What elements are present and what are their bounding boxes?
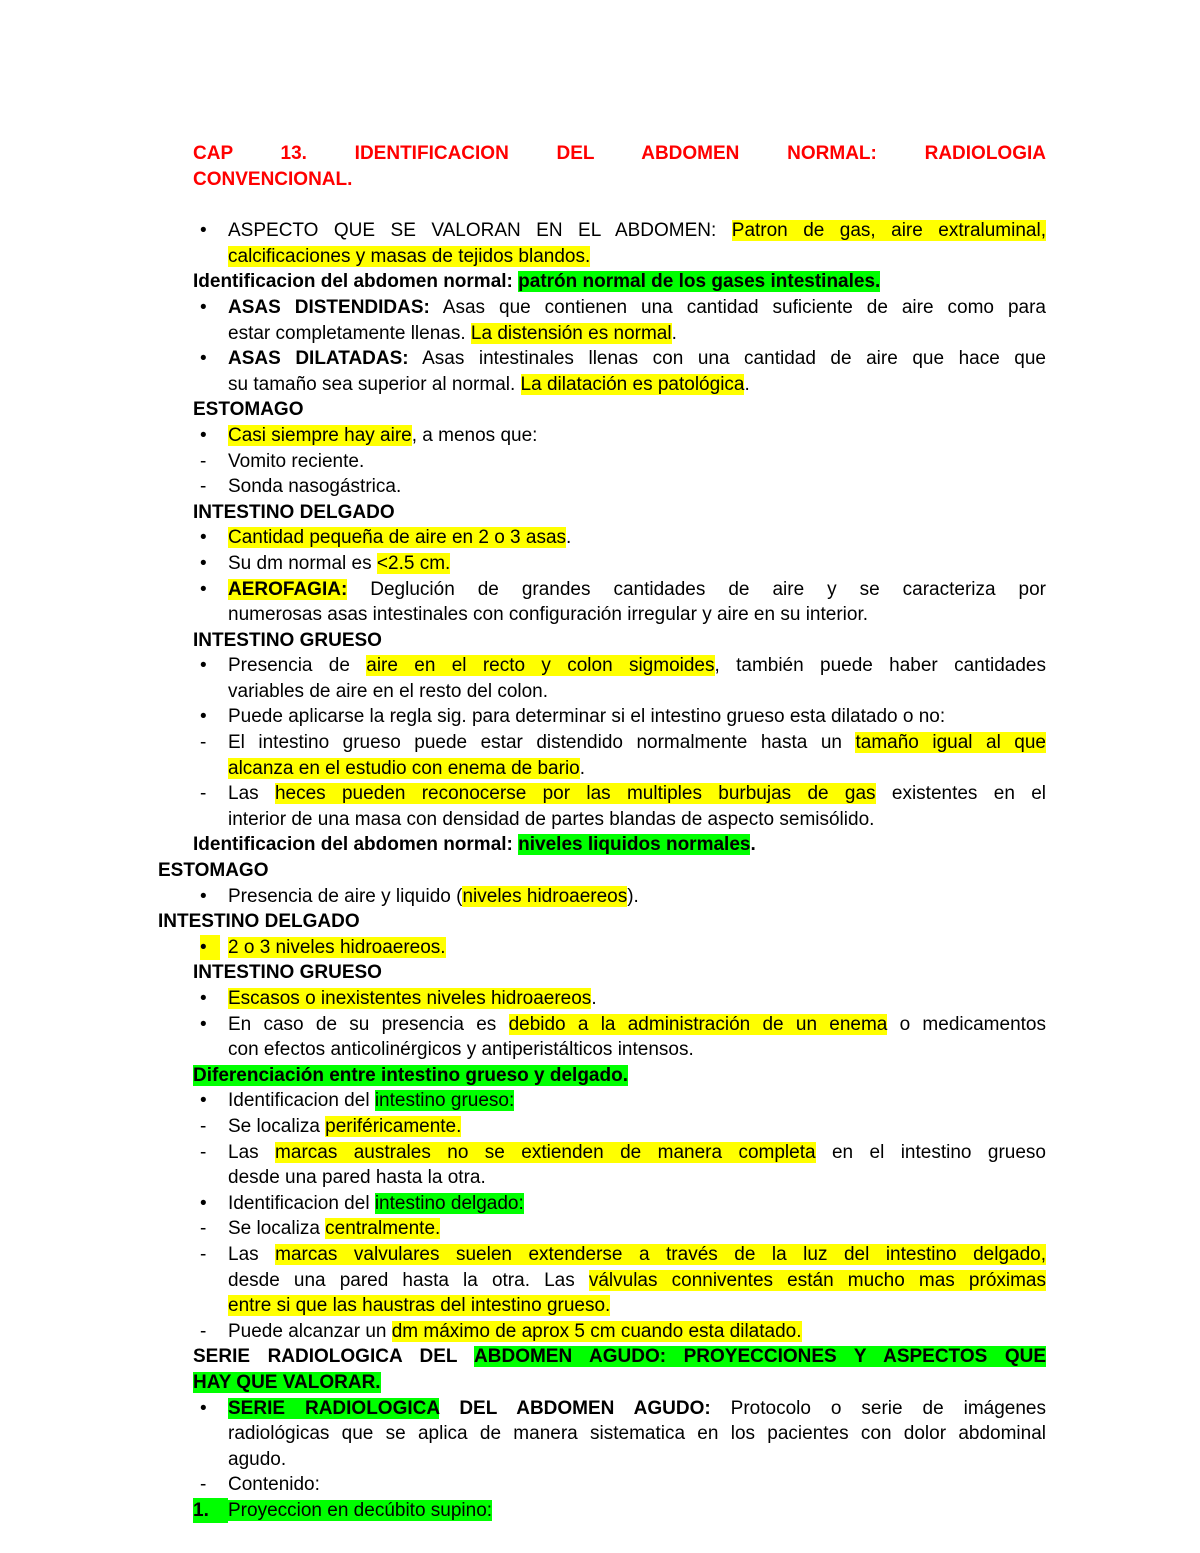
bullet-item-cont: calcificaciones y masas de tejidos blandos. — [228, 245, 591, 267]
spacer — [193, 192, 1046, 218]
dash-item: - Las marcas australes no se extienden de manera completa en el intestino grueso — [193, 1140, 1046, 1166]
dash-item: - Contenido: — [193, 1472, 1046, 1498]
subheading-estomago: ESTOMAGO — [193, 399, 304, 421]
bullet-icon: • — [200, 220, 207, 242]
document-body — [158, 141, 1047, 1523]
list-number: 1. — [193, 1498, 228, 1524]
bullet-icon: • — [200, 935, 220, 961]
bullet-item-cont: estar completamente llenas. La distensión es normal. — [228, 322, 677, 344]
bullet-item: • Puede aplicarse la regla sig. para determinar si el intestino grueso esta dilatado o no: — [193, 704, 1046, 730]
bullet-icon: • — [200, 706, 207, 728]
dash-item-cont: desde una pared hasta la otra. Las válvulas conniventes están mucho mas próximas — [228, 1269, 1047, 1291]
bullet-item: • Escasos o inexistentes niveles hidroaereos. — [193, 986, 1046, 1012]
bullet-item-cont: radiológicas que se aplica de manera sistematica en los pacientes con dolor abdominal — [228, 1423, 1046, 1445]
bullet-item: • Casi siempre hay aire, a menos que: — [193, 423, 1046, 449]
bullet-icon: • — [200, 885, 207, 907]
dash-icon: - — [200, 732, 207, 754]
dash-item: - Puede alcanzar un dm máximo de aprox 5 cm cuando esta dilatado. — [193, 1319, 1046, 1345]
section-heading: Identificacion del abdomen normal: niveles liquidos normales. — [193, 834, 756, 856]
bullet-item: • SERIE RADIOLOGICA DEL ABDOMEN AGUDO: Protocolo o serie de imágenes — [193, 1396, 1046, 1422]
subheading-estomago: ESTOMAGO — [158, 860, 269, 882]
bullet-item: • En caso de su presencia es debido a la administración de un enema o medicamentos — [193, 1012, 1046, 1038]
bullet-item: • 2 o 3 niveles hidroaereos. — [193, 935, 1046, 961]
dash-icon: - — [200, 476, 207, 498]
bullet-icon: • — [200, 552, 207, 574]
subheading-intestino-grueso: INTESTINO GRUESO — [193, 962, 382, 984]
subheading-intestino-grueso: INTESTINO GRUESO — [193, 629, 382, 651]
dash-icon: - — [200, 783, 207, 805]
bullet-item: • Identificacion del intestino delgado: — [193, 1191, 1046, 1217]
bullet-item: • Su dm normal es <2.5 cm. — [193, 551, 1046, 577]
dash-icon: - — [200, 450, 207, 472]
bullet-item: • Cantidad pequeña de aire en 2 o 3 asas. — [193, 525, 1046, 551]
bullet-item-cont: numerosas asas intestinales con configuración irregular y aire en su interior. — [228, 604, 868, 626]
dash-icon: - — [200, 1218, 207, 1240]
chapter-title-line-2: CONVENCIONAL. — [193, 168, 353, 190]
dash-icon: - — [200, 1474, 207, 1496]
bullet-item: • AEROFAGIA: Deglución de grandes cantidades de aire y se caracteriza por — [193, 577, 1046, 603]
dash-icon: - — [200, 1243, 207, 1265]
dash-item: - Sonda nasogástrica. — [193, 474, 1046, 500]
bullet-item-cont: agudo. — [228, 1448, 287, 1470]
bullet-icon: • — [200, 527, 207, 549]
bullet-icon: • — [200, 1192, 207, 1214]
numbered-item: 1. Proyeccion en decúbito supino: — [193, 1498, 1046, 1524]
dash-item: - Vomito reciente. — [193, 449, 1046, 475]
dash-item-cont: desde una pared hasta la otra. — [228, 1167, 486, 1189]
section-heading: SERIE RADIOLOGICA DEL ABDOMEN AGUDO: PROYECCIONES Y ASPECTOS QUE — [193, 1346, 1046, 1368]
bullet-item: • ASPECTO QUE SE VALORAN EN EL ABDOMEN: Patron de gas, aire extraluminal, — [193, 218, 1046, 244]
bullet-icon: • — [200, 424, 207, 446]
bullet-item: • Identificacion del intestino grueso: — [193, 1088, 1046, 1114]
dash-item: - Las heces pueden reconocerse por las multiples burbujas de gas existentes en el — [193, 781, 1046, 807]
chapter-title — [193, 141, 1046, 192]
dash-item: - Las marcas valvulares suelen extenderse a través de la luz del intestino delgado, — [193, 1242, 1046, 1268]
dash-item: - Se localiza periféricamente. — [193, 1114, 1046, 1140]
subheading-intestino-delgado: INTESTINO DELGADO — [158, 911, 360, 933]
bullet-icon: • — [200, 988, 207, 1009]
bullet-item: • ASAS DISTENDIDAS: Asas que contienen una cantidad suficiente de aire como para — [193, 295, 1046, 321]
dash-item-cont: interior de una masa con densidad de partes blandas de aspecto semisólido. — [228, 808, 875, 830]
dash-icon: - — [200, 1115, 207, 1137]
dash-icon: - — [200, 1320, 207, 1342]
bullet-item: • Presencia de aire y liquido (niveles hidroaereos). — [193, 884, 1046, 910]
subheading-intestino-delgado: INTESTINO DELGADO — [193, 501, 395, 523]
bullet-icon: • — [200, 1013, 207, 1035]
section-heading: Identificacion del abdomen normal: patrón normal de los gases intestinales. — [193, 271, 881, 293]
bullet-item-cont: con efectos anticolinérgicos y antiperistálticos intensos. — [228, 1039, 694, 1061]
dash-icon: - — [200, 1141, 207, 1163]
bullet-icon: • — [200, 578, 207, 600]
bullet-icon: • — [200, 348, 207, 370]
bullet-item: • ASAS DILATADAS: Asas intestinales llenas con una cantidad de aire que hace que — [193, 346, 1046, 372]
chapter-title-line-1: CAP 13. IDENTIFICACION DEL ABDOMEN NORMAL: RADIOLOGIA — [193, 143, 1046, 164]
dash-item-cont: alcanza en el estudio con enema de bario. — [228, 757, 586, 779]
bullet-icon: • — [200, 296, 207, 318]
bullet-icon: • — [200, 1090, 207, 1112]
bullet-icon: • — [200, 1397, 207, 1419]
bullet-item: • Presencia de aire en el recto y colon sigmoides, también puede haber cantidades — [193, 653, 1046, 679]
dash-item: - El intestino grueso puede estar distendido normalmente hasta un tamaño igual al que — [193, 730, 1046, 756]
dash-item: - Se localiza centralmente. — [193, 1216, 1046, 1242]
bullet-icon: • — [200, 655, 207, 677]
section-heading: Diferenciación entre intestino grueso y delgado. — [193, 1064, 628, 1086]
dash-item-cont: entre si que las haustras del intestino grueso. — [228, 1295, 611, 1317]
section-heading-cont: HAY QUE VALORAR. — [193, 1371, 381, 1393]
bullet-item-cont: su tamaño sea superior al normal. La dilatación es patológica. — [228, 373, 750, 395]
bullet-item-cont: variables de aire en el resto del colon. — [228, 680, 549, 702]
